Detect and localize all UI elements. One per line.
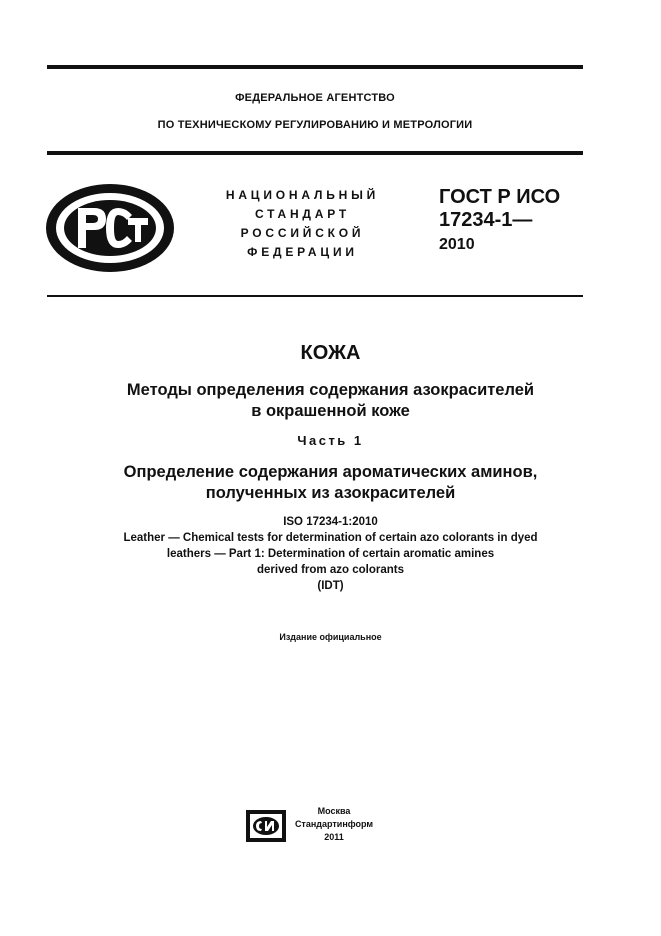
part-label: Часть 1 (297, 433, 364, 448)
iso-title-line3: derived from azo colorants (257, 564, 404, 576)
national-standard-line: РОССИЙСКОЙ (240, 226, 365, 240)
designation-year: 2010 (439, 236, 475, 253)
header-thin-rule (47, 295, 583, 297)
top-rule (47, 65, 583, 69)
publisher-block (293, 805, 375, 844)
edition-note: Издание официальное (279, 632, 382, 642)
designation-line2: 17234-1— (439, 209, 533, 231)
iso-title-line2: leathers — Part 1: Determination of certain aromatic amines (166, 548, 495, 560)
subtitle-line1: Методы определения содержания азокрасителей (126, 381, 535, 399)
iso-title-line1: Leather — Chemical tests for determination of certain azo colorants in dyed (123, 532, 538, 544)
iso-reference (0, 514, 661, 594)
standard-designation (439, 186, 560, 256)
header-rule (47, 151, 583, 155)
national-standard-line: СТАНДАРТ (254, 207, 351, 221)
standartinform-logo-icon (246, 810, 286, 842)
document-subtitle (0, 380, 661, 422)
designation-line1: ГОСТ Р ИСО (439, 186, 561, 208)
part-title (0, 462, 661, 504)
iso-number: ISO 17234-1:2010 (283, 516, 378, 528)
part-title-line1: Определение содержания ароматических аминов, (123, 463, 538, 481)
iso-equivalence: (IDT) (317, 580, 344, 592)
part-title-line2: полученных из азокрасителей (205, 484, 456, 502)
subtitle-line2: в окрашенной коже (251, 402, 410, 420)
document-title: КОЖА (300, 342, 361, 364)
rst-logo-icon (44, 182, 176, 274)
publisher-name: Стандартинформ (294, 819, 374, 829)
national-standard-line: НАЦИОНАЛЬНЫЙ (225, 188, 380, 202)
publisher-year: 2011 (324, 832, 344, 842)
agency-name-line2: ПО ТЕХНИЧЕСКОМУ РЕГУЛИРОВАНИЮ И МЕТРОЛОГИИ (157, 119, 473, 131)
national-standard-line: ФЕДЕРАЦИИ (247, 245, 358, 259)
national-standard-label (200, 186, 405, 262)
agency-name-line1: ФЕДЕРАЛЬНОЕ АГЕНТСТВО (235, 92, 395, 104)
publisher-city: Москва (317, 806, 351, 816)
